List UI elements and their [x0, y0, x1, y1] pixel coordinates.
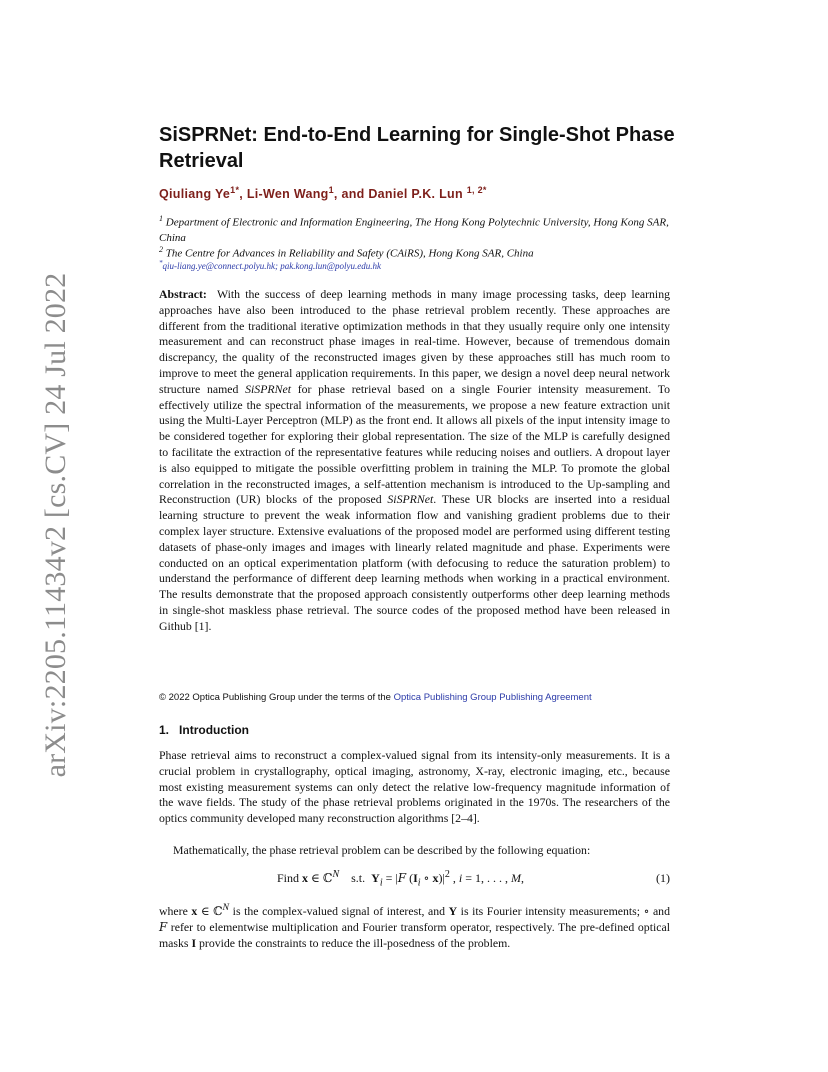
author-1-name: Qiuliang Ye	[159, 187, 231, 202]
section-number: 1.	[159, 723, 170, 737]
copyright-text: 2022 Optica Publishing Group under the terms of the	[168, 692, 394, 703]
copyright-icon: ©	[159, 692, 166, 703]
abstract-model-name-1: SiSPRNet	[245, 381, 291, 396]
affiliation-2-text: The Centre for Advances in Reliability and Safety (CAiRS), Hong Kong SAR, China	[165, 247, 534, 260]
affiliation-1	[159, 211, 671, 246]
intro-paragraph-3: where x ∈ ℂ$^N$ is the complex-valued signal of interest, and Y is its Fourier intensity measurements; ∘ and F refer to elementwise multiplication and Fourier transform operator, respectively. The pre-defined optical masks I provide the constraints to reduce the ill-posedness of the problem.	[159, 902, 670, 950]
corresponding-emails[interactable]	[159, 257, 671, 272]
intro-paragraph-2: Mathematically, the phase retrieval problem can be described by the following equation:	[173, 843, 591, 857]
author-3-affil: 1, 2*	[466, 185, 487, 195]
equation-number: (1)	[656, 871, 670, 885]
abstract	[159, 287, 670, 635]
affiliation-1-text: Department of Electronic and Information Engineering, The Hong Kong Polytechnic University, Hong Kong SAR, China	[159, 216, 669, 244]
affiliation-2-number: 2	[159, 245, 163, 254]
paper-title: SiSPRNet: End-to-End Learning for Single-Shot Phase Retrieval	[159, 124, 675, 172]
copyright-notice	[159, 692, 670, 703]
author-1-affil: 1*	[230, 185, 240, 195]
equation-body: Find x ∈ ℂ$^N$ s.t. $Y_i = |F$ ($I_i$ ∘ $x)|^2$ , i = 1, . . . , M,	[277, 869, 524, 889]
author-2-affil: 1	[328, 185, 334, 195]
intro-paragraph-1: Phase retrieval aims to reconstruct a complex-valued signal from its intensity-only measurements. It is a crucial problem in crystallography, optical imaging, astronomy, X-ray, electronic imaging, etc., because most existing measurement systems can only detect the relative low-frequency magnitude information of the wave fields. The study of the phase retrieval problems originated in the 1970s. The researchers of the optics community developed many reconstruction algorithms [2–4].	[159, 748, 670, 826]
abstract-text-3: . These UR blocks are inserted into a residual learning structure to prevent the weak information flow and vanishing gradient problems due to their complex layer structure. Extensive evaluations of the proposed model are performed using different testing datasets of phase-only images and images with linearly related magnitude and phase. Experiments were conducted on an optical experimentation platform (with defocusing to reduce the saturation problem) to understand the performance of different deep learning methods when working in a practical environment. The results demonstrate that the proposed approach consistently outperforms other deep learning methods in single-shot maskless phase retrieval. The source codes of the proposed method have been released in Github [1].	[159, 492, 670, 633]
abstract-label: Abstract:	[159, 287, 207, 301]
author-3-name: Daniel P.K. Lun	[368, 187, 463, 202]
abstract-text-1: With the success of deep learning methods in many image processing tasks, deep learning approaches have also been introduced to the phase retrieval problem recently. These approaches are different from the traditional iterative optimization methods in that they usually require only one intensity measurement and can reconstruct phase images in real-time. However, because of tremendous domain discrepancy, the quality of the reconstructed images given by these approaches still has much room to improve to meet the general application requirements. In this paper, we design a novel deep neural network structure named	[159, 287, 670, 396]
publishing-agreement-link[interactable]: Optica Publishing Group Publishing Agreement	[393, 692, 592, 703]
arxiv-identifier: arXiv:2205.11434v2 [cs.CV] 24 Jul 2022	[39, 272, 72, 778]
author-2-name: Li-Wen Wang	[246, 187, 329, 202]
abstract-model-name-2: SiSPRNet	[387, 492, 434, 507]
email-marker: *	[159, 259, 163, 267]
equation-1	[277, 869, 670, 888]
abstract-text-2: for phase retrieval based on a single Fourier intensity measurement. To effectively utilize the spectral information of the measurements, we propose a new feature extraction unit using the Multi-Layer Perceptron (MLP) as the front end. It allows all pixels of the input intensity image to be considered together for exploring their global representation. The size of the MLP is carefully designed to facilitate the extraction of the representative features while reducing noises and outliers. A dropout layer is also equipped to mitigate the possible overfitting problem in training the MLP. To promote the global correlation in the reconstructed images, a self-attention mechanism is introduced to the Up-sampling and Reconstruction (UR) blocks of the proposed	[159, 381, 670, 507]
affiliation-1-number: 1	[159, 214, 163, 223]
email-links[interactable]: qiu-liang.ye@connect.polyu.hk; pak.kong.lun@polyu.edu.hk	[162, 261, 381, 271]
author-connector: and	[341, 187, 365, 202]
section-heading-introduction	[159, 723, 249, 737]
author-list: Qiuliang $Ye^{1*}$, Li-Wen Wang$^1$, and Daniel P.K. Lun $^{1, 2*}$	[159, 185, 487, 202]
section-title: Introduction	[179, 723, 250, 737]
